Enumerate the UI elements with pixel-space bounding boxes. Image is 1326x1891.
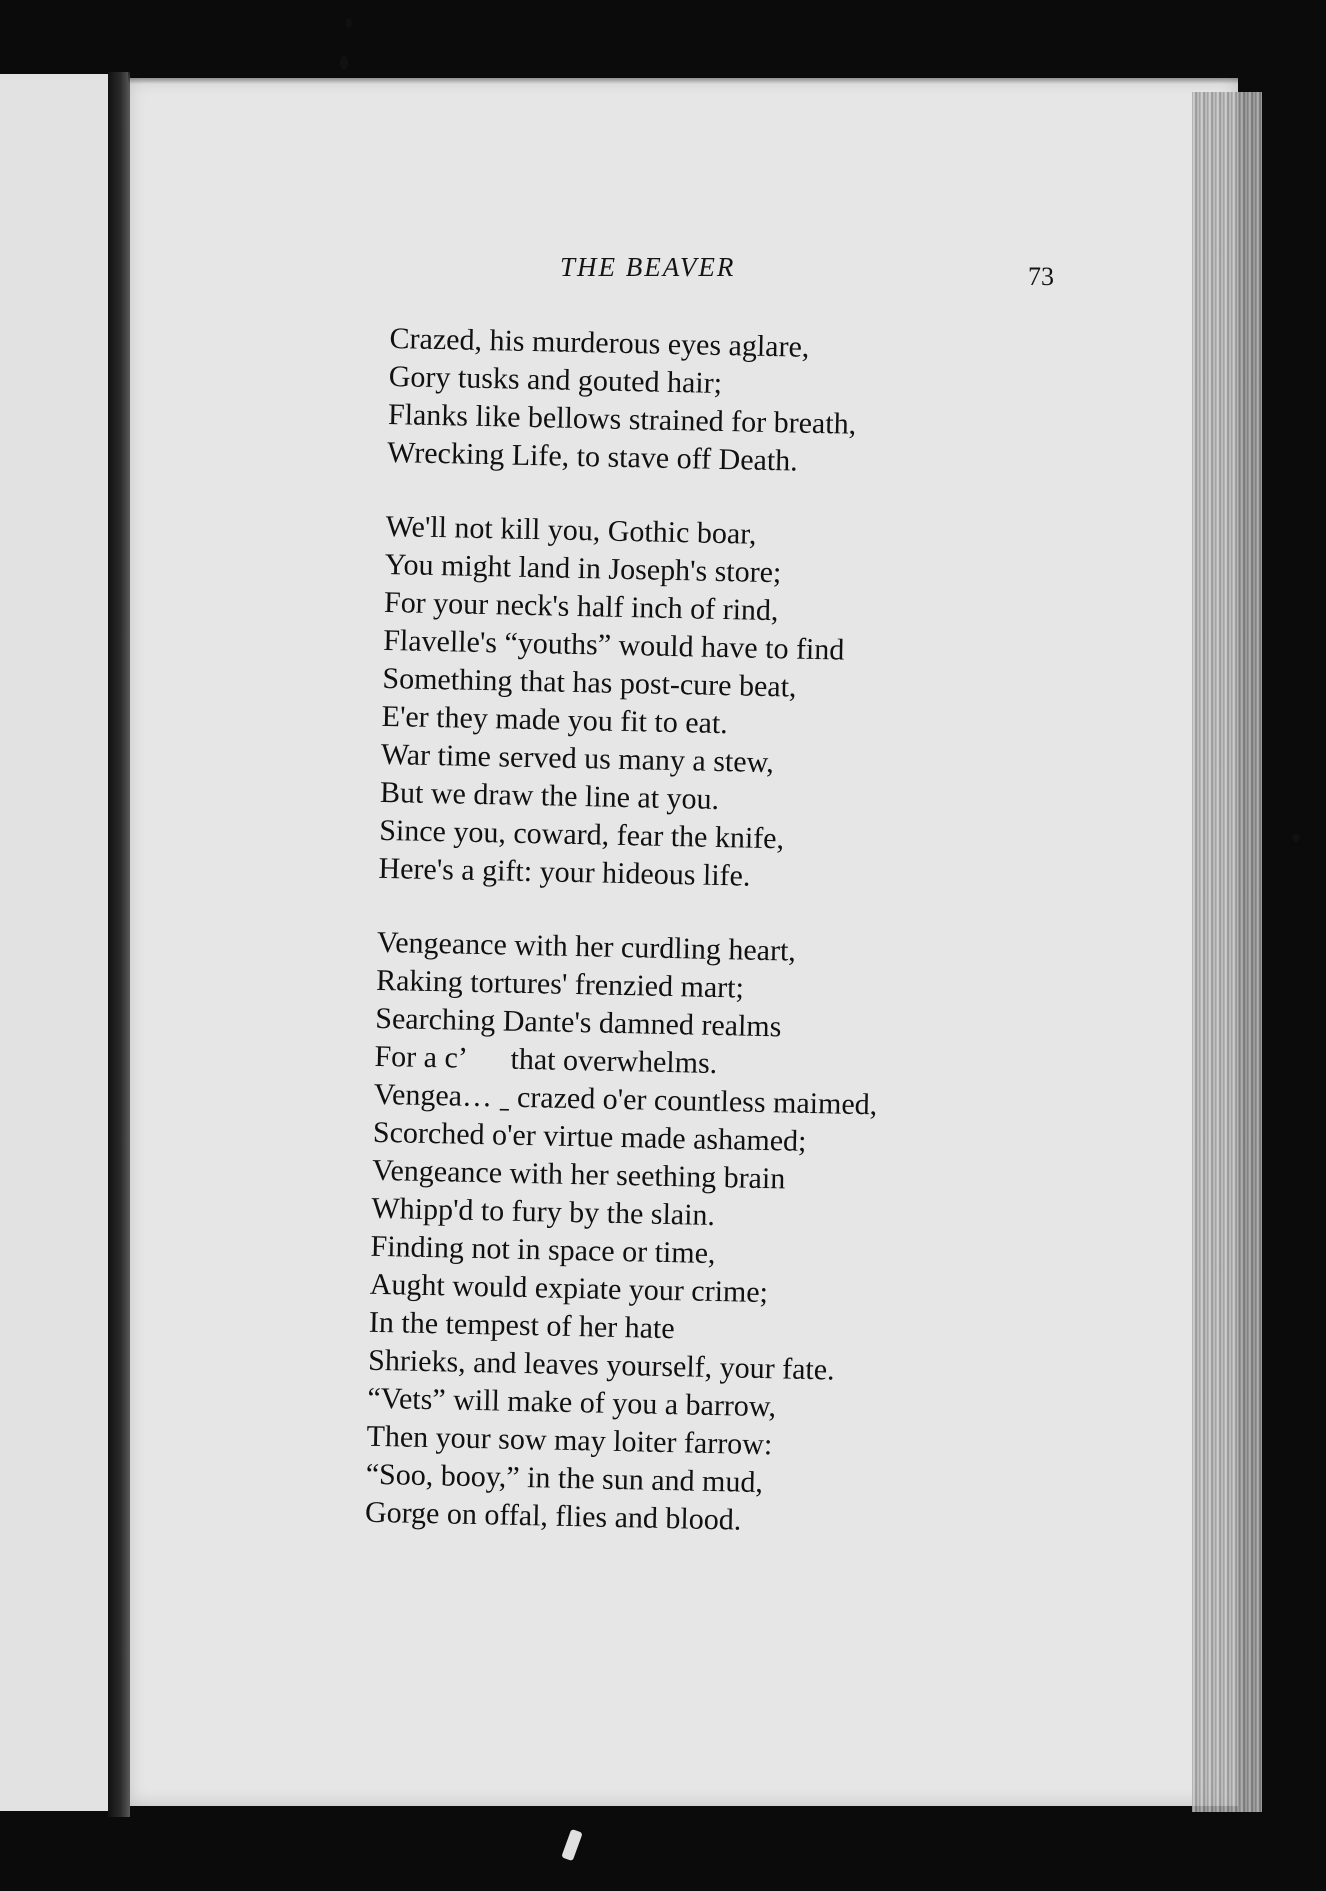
poem-line: Then your sow may loiter farrow: [366, 1419, 773, 1462]
poem-line: Something that has post-cure beat, [382, 661, 797, 704]
poem-line: Finding not in space or time, [370, 1229, 716, 1271]
poem-line: E'er they made you fit to eat. [381, 699, 729, 741]
poem-line: Vengea… ˍ crazed o'er countless maimed, [373, 1077, 878, 1122]
running-head: THE BEAVER [560, 252, 736, 282]
poem-line: Flanks like bellows strained for breath, [387, 397, 857, 441]
poem-line: In the tempest of her hate [368, 1305, 676, 1346]
left-page-edge [0, 74, 108, 1811]
poem-line: Searching Dante's damned realms [375, 1001, 782, 1044]
poem-line: But we draw the line at you. [379, 775, 720, 816]
poem-line: For a c’ that overwhelms. [374, 1039, 718, 1081]
poem-line: Shrieks, and leaves yourself, your fate. [367, 1343, 835, 1387]
stanza-3 [365, 924, 1158, 1548]
stanza-2 [378, 508, 1166, 904]
poem-line: You might land in Joseph's store; [384, 547, 782, 590]
poem-line: Flavelle's “youths” would have to find [382, 623, 845, 667]
poem-line: War time served us many a stew, [380, 737, 775, 780]
poem-line: Vengeance with her seething brain [371, 1153, 786, 1196]
poem-line: For your neck's half inch of rind, [383, 585, 779, 628]
page-number: 73 [1028, 262, 1054, 291]
poem-line: Crazed, his murderous eyes aglare, [389, 321, 810, 364]
poem [365, 320, 1170, 1548]
page-edges [1192, 92, 1262, 1812]
scan-speck [340, 56, 348, 70]
book-spine [108, 72, 130, 1817]
scan-speck [346, 18, 352, 28]
poem-line: Raking tortures' frenzied mart; [375, 963, 745, 1005]
poem-line: “Vets” will make of you a barrow, [367, 1381, 777, 1424]
poem-line: We'll not kill you, Gothic boar, [385, 509, 757, 551]
poem-line: Gory tusks and gouted hair; [388, 359, 723, 400]
poem-line: “Soo, booy,” in the sun and mud, [365, 1457, 764, 1500]
poem-line: Wrecking Life, to stave off Death. [386, 435, 799, 478]
stanza-1 [387, 320, 1170, 488]
scan-speck [1292, 834, 1300, 842]
poem-line: Aught would expiate your crime; [369, 1267, 769, 1310]
poem-line: Vengeance with her curdling heart, [376, 925, 797, 968]
poem-line: Gorge on offal, flies and blood. [364, 1495, 742, 1537]
scan-speck [561, 1829, 583, 1861]
poem-line: Since you, coward, fear the knife, [378, 813, 785, 856]
poem-line: Whipp'd to fury by the slain. [371, 1191, 716, 1232]
poem-line: Scorched o'er virtue made ashamed; [372, 1115, 807, 1158]
top-shadow [128, 66, 1258, 84]
poem-line: Here's a gift: your hideous life. [378, 851, 751, 893]
